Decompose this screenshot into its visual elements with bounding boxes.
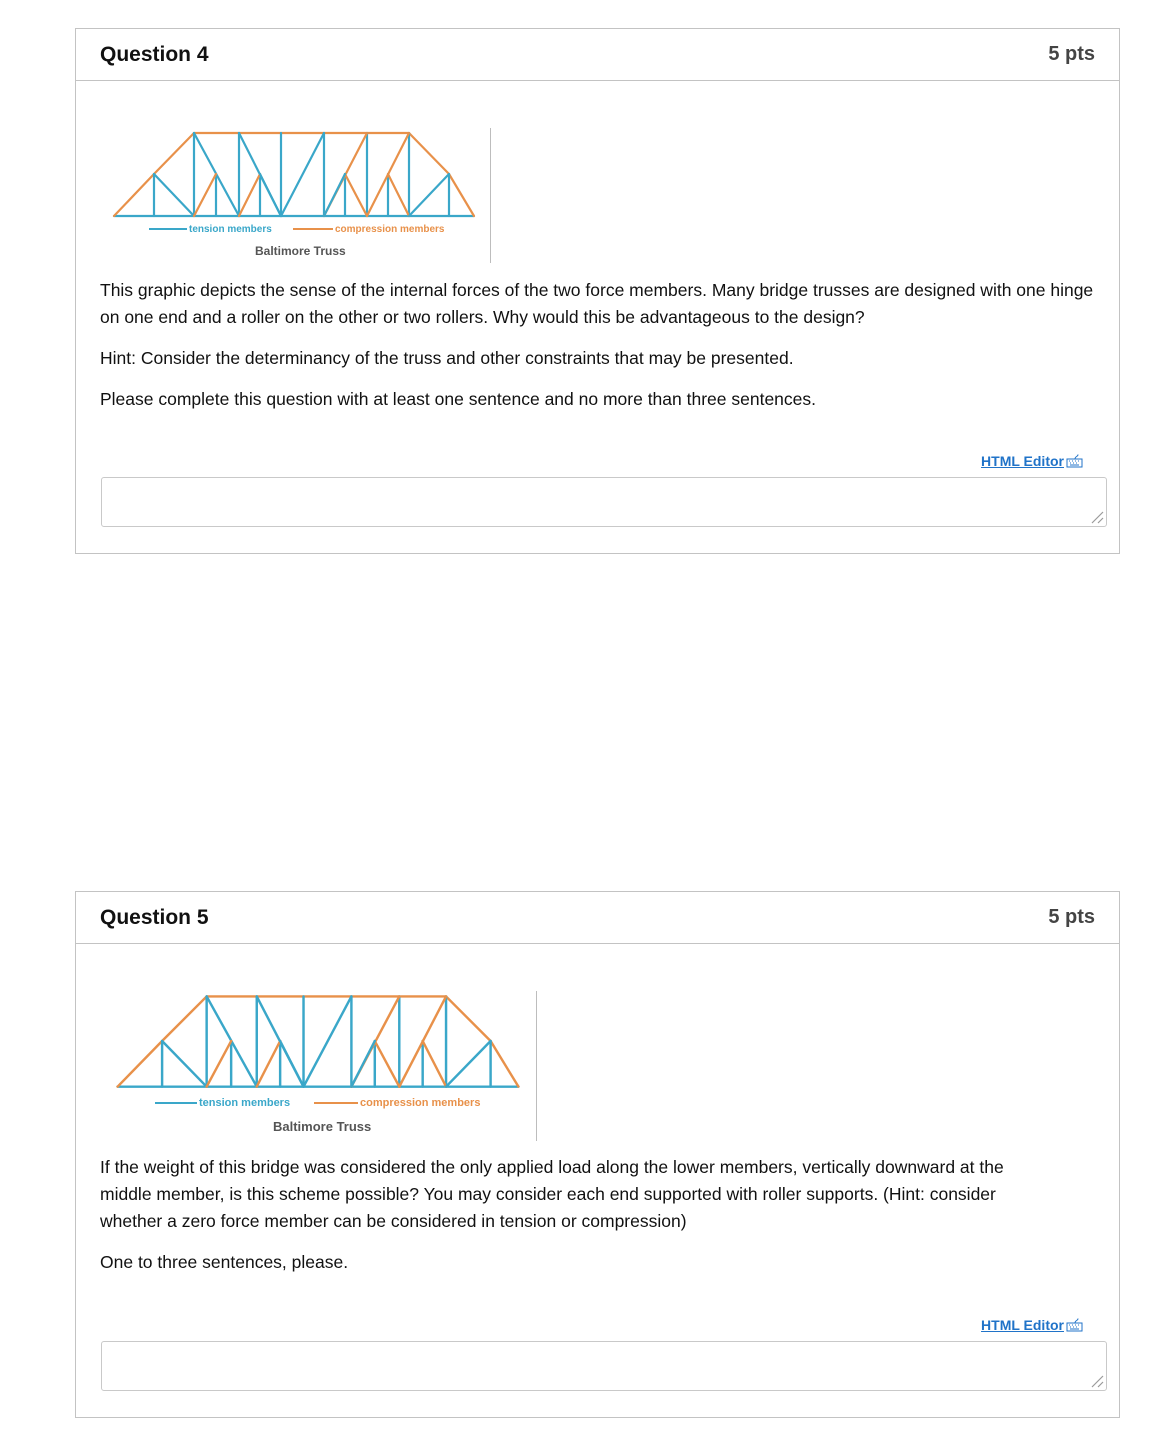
truss-caption: Baltimore Truss <box>273 1119 372 1134</box>
question-header <box>76 892 1119 944</box>
question-5 <box>75 891 1120 1418</box>
compression-member <box>423 1041 446 1087</box>
compression-member <box>114 174 154 216</box>
html-editor-label: HTML Editor <box>981 453 1064 469</box>
html-editor-link[interactable] <box>981 453 1083 469</box>
question-instruction: One to three sentences, please. <box>100 1252 349 1272</box>
truss-members <box>114 133 474 216</box>
baltimore-truss-diagram <box>112 991 524 1091</box>
truss-legend-compression <box>314 1097 480 1109</box>
answer-textarea[interactable] <box>101 1341 1107 1391</box>
baltimore-truss-diagram <box>109 128 479 220</box>
question-points: 5 pts <box>1048 43 1095 65</box>
compression-member <box>118 1041 163 1087</box>
truss-legend-compression <box>293 224 445 235</box>
question-hint: Hint: Consider the determinancy of the truss and other constraints that may be presented. <box>100 348 794 368</box>
question-text <box>100 1154 1099 1290</box>
question-points: 5 pts <box>1048 906 1095 928</box>
compression-member <box>257 1041 280 1087</box>
figure-divider <box>490 128 491 263</box>
question-instruction: Please complete this question with at least one sentence and no more than three sentences. <box>100 389 817 409</box>
resize-grip-icon[interactable] <box>1088 508 1104 524</box>
question-paragraph: This graphic depicts the sense of the internal forces of the two force members. Many bridge trusses are designed with one hinge on one end and a roller on the other or two rollers. Why would this be advantageous to the design? <box>100 280 1094 327</box>
legend-tension-label: tension members <box>199 1097 291 1109</box>
truss-legend-tension <box>149 224 272 235</box>
tension-member <box>409 174 449 216</box>
compression-member <box>388 174 409 216</box>
compression-member <box>154 133 194 174</box>
question-paragraph: If the weight of this bridge was considered the only applied load along the lower members, vertically downward at the middle member, is this scheme possible? You may consider each end supported with roller supports. (Hint: consider whether a zero force member can be considered in tension or compression) <box>100 1157 1004 1231</box>
legend-compression-label: compression members <box>360 1097 481 1109</box>
question-4 <box>75 28 1120 554</box>
question-title: Question 5 <box>100 905 209 929</box>
tension-member <box>280 1041 303 1087</box>
question-title: Question 4 <box>100 42 209 66</box>
compression-member <box>345 174 367 216</box>
keyboard-icon <box>1066 454 1083 468</box>
tension-member <box>154 174 194 216</box>
compression-member <box>491 1041 519 1087</box>
keyboard-icon <box>1066 1318 1083 1332</box>
html-editor-label: HTML Editor <box>981 1317 1064 1333</box>
tension-member <box>446 1041 491 1087</box>
compression-member <box>446 996 491 1041</box>
compression-member <box>194 174 216 216</box>
compression-member <box>207 1041 231 1087</box>
truss-caption: Baltimore Truss <box>255 244 346 258</box>
truss-legend-tension <box>155 1097 290 1109</box>
compression-member <box>449 174 474 216</box>
truss-figure <box>109 128 494 263</box>
compression-member <box>239 174 260 216</box>
tension-member <box>260 174 281 216</box>
tension-member <box>351 1041 374 1087</box>
compression-member <box>162 996 207 1041</box>
resize-grip-icon[interactable] <box>1088 1372 1104 1388</box>
answer-textarea[interactable] <box>101 477 1107 527</box>
truss-members <box>118 996 519 1086</box>
tension-member <box>281 133 324 216</box>
question-header <box>76 29 1119 81</box>
truss-figure <box>112 991 537 1141</box>
compression-member <box>375 1041 399 1087</box>
tension-member <box>304 996 352 1086</box>
html-editor-link[interactable] <box>981 1317 1083 1333</box>
tension-member <box>162 1041 207 1087</box>
compression-member <box>409 133 449 174</box>
tension-member <box>324 174 345 216</box>
legend-tension-label: tension members <box>189 224 272 235</box>
legend-compression-label: compression members <box>335 224 445 235</box>
figure-divider <box>536 991 537 1141</box>
question-text <box>100 277 1099 427</box>
